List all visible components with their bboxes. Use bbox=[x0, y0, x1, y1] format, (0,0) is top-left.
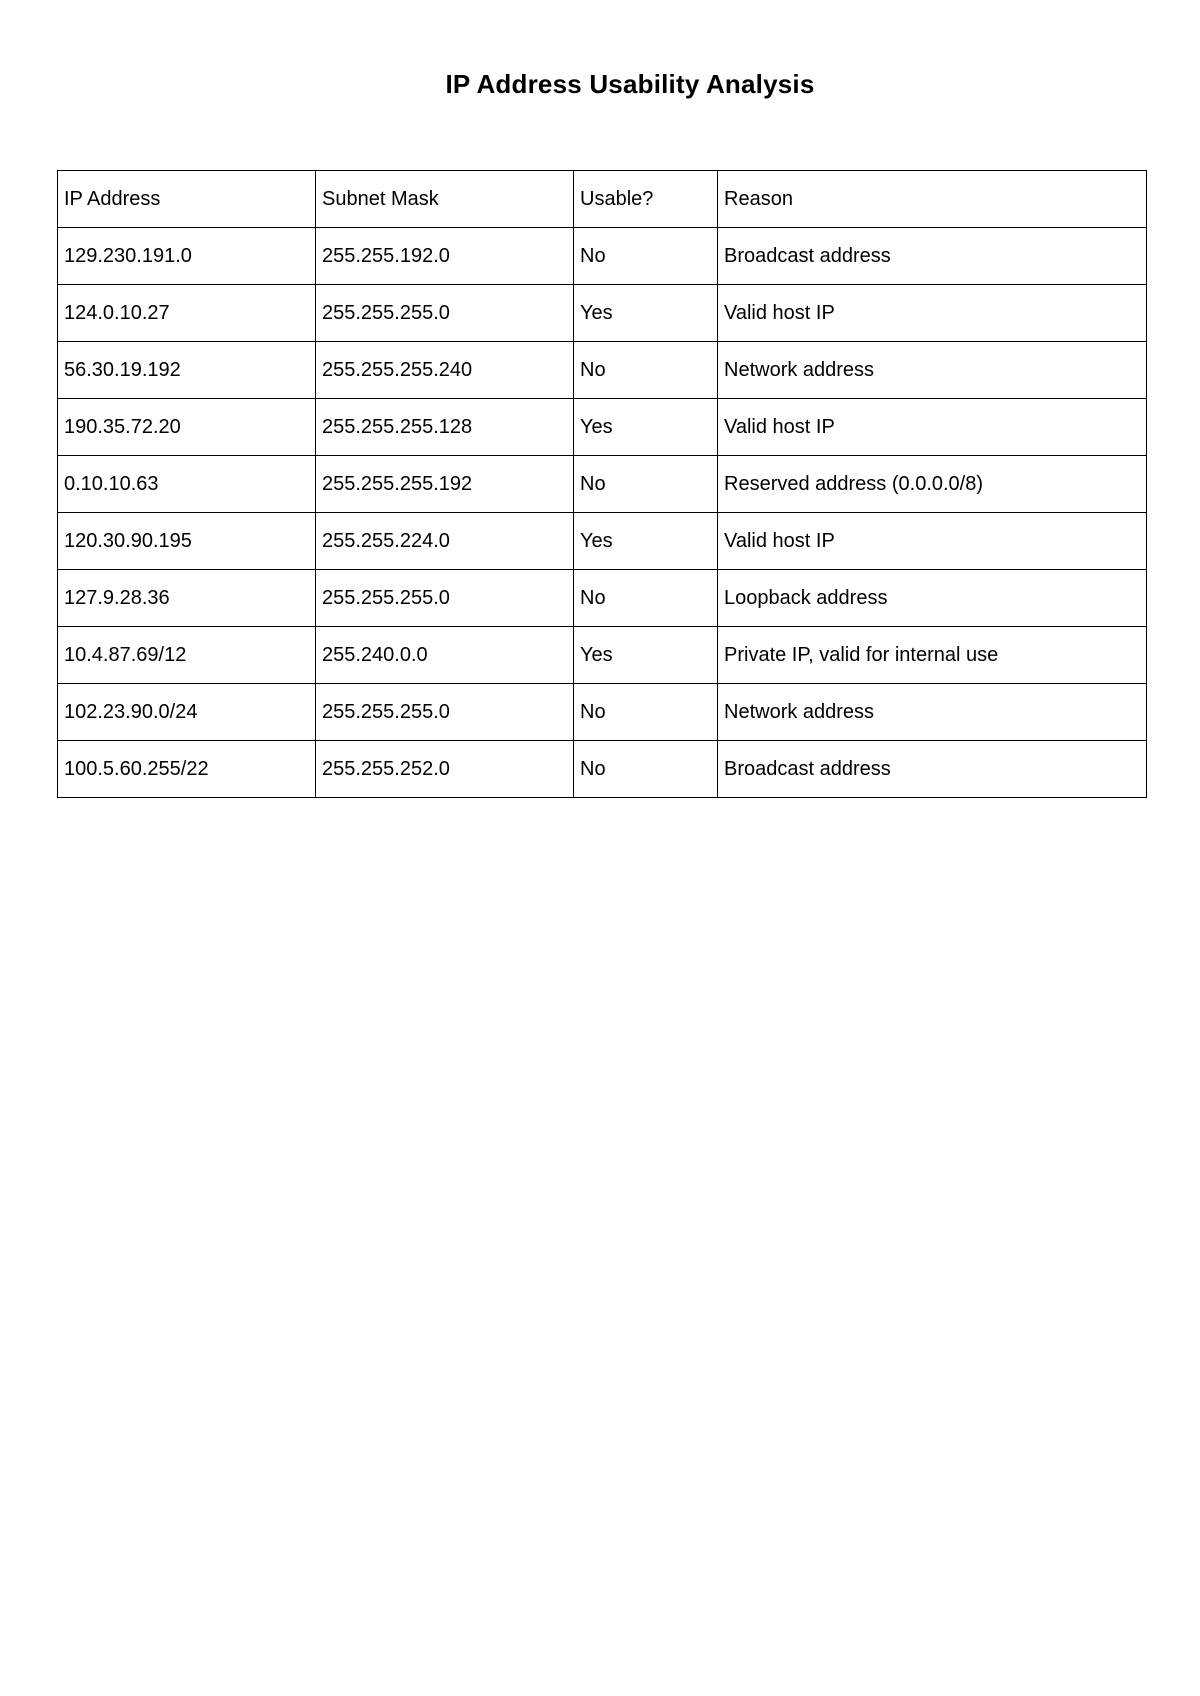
cell-usable: No bbox=[574, 342, 718, 399]
cell-ip-address: 190.35.72.20 bbox=[58, 399, 316, 456]
cell-usable: Yes bbox=[574, 285, 718, 342]
table-row bbox=[58, 399, 1147, 456]
cell-reason: Network address bbox=[718, 342, 1147, 399]
cell-reason: Loopback address bbox=[718, 570, 1147, 627]
table-row bbox=[58, 513, 1147, 570]
cell-subnet-mask: 255.255.224.0 bbox=[316, 513, 574, 570]
header-reason: Reason bbox=[718, 171, 1147, 228]
cell-usable: No bbox=[574, 570, 718, 627]
cell-ip-address: 120.30.90.195 bbox=[58, 513, 316, 570]
cell-usable: Yes bbox=[574, 513, 718, 570]
table-row bbox=[58, 684, 1147, 741]
cell-subnet-mask: 255.255.255.192 bbox=[316, 456, 574, 513]
cell-subnet-mask: 255.240.0.0 bbox=[316, 627, 574, 684]
cell-subnet-mask: 255.255.252.0 bbox=[316, 741, 574, 798]
ip-usability-table bbox=[57, 170, 1147, 798]
cell-ip-address: 0.10.10.63 bbox=[58, 456, 316, 513]
cell-subnet-mask: 255.255.255.0 bbox=[316, 285, 574, 342]
cell-reason: Network address bbox=[718, 684, 1147, 741]
cell-subnet-mask: 255.255.255.128 bbox=[316, 399, 574, 456]
table-row bbox=[58, 570, 1147, 627]
cell-ip-address: 124.0.10.27 bbox=[58, 285, 316, 342]
cell-ip-address: 100.5.60.255/22 bbox=[58, 741, 316, 798]
cell-usable: No bbox=[574, 456, 718, 513]
cell-ip-address: 102.23.90.0/24 bbox=[58, 684, 316, 741]
cell-subnet-mask: 255.255.255.0 bbox=[316, 570, 574, 627]
table-header-row bbox=[58, 171, 1147, 228]
cell-usable: No bbox=[574, 741, 718, 798]
table-row bbox=[58, 456, 1147, 513]
table-row bbox=[58, 228, 1147, 285]
cell-subnet-mask: 255.255.255.240 bbox=[316, 342, 574, 399]
page-title: IP Address Usability Analysis bbox=[445, 69, 815, 99]
cell-usable: No bbox=[574, 684, 718, 741]
header-ip-address: IP Address bbox=[58, 171, 316, 228]
cell-reason: Valid host IP bbox=[718, 513, 1147, 570]
cell-reason: Valid host IP bbox=[718, 399, 1147, 456]
cell-reason: Private IP, valid for internal use bbox=[718, 627, 1147, 684]
cell-reason: Broadcast address bbox=[718, 741, 1147, 798]
cell-subnet-mask: 255.255.192.0 bbox=[316, 228, 574, 285]
table-row bbox=[58, 741, 1147, 798]
table-row bbox=[58, 342, 1147, 399]
cell-ip-address: 56.30.19.192 bbox=[58, 342, 316, 399]
cell-usable: Yes bbox=[574, 399, 718, 456]
cell-ip-address: 129.230.191.0 bbox=[58, 228, 316, 285]
header-usable: Usable? bbox=[574, 171, 718, 228]
table-row bbox=[58, 285, 1147, 342]
header-subnet-mask: Subnet Mask bbox=[316, 171, 574, 228]
table-row bbox=[58, 627, 1147, 684]
cell-reason: Valid host IP bbox=[718, 285, 1147, 342]
cell-subnet-mask: 255.255.255.0 bbox=[316, 684, 574, 741]
cell-reason: Reserved address (0.0.0.0/8) bbox=[718, 456, 1147, 513]
cell-reason: Broadcast address bbox=[718, 228, 1147, 285]
cell-usable: No bbox=[574, 228, 718, 285]
cell-usable: Yes bbox=[574, 627, 718, 684]
cell-ip-address: 127.9.28.36 bbox=[58, 570, 316, 627]
cell-ip-address: 10.4.87.69/12 bbox=[58, 627, 316, 684]
